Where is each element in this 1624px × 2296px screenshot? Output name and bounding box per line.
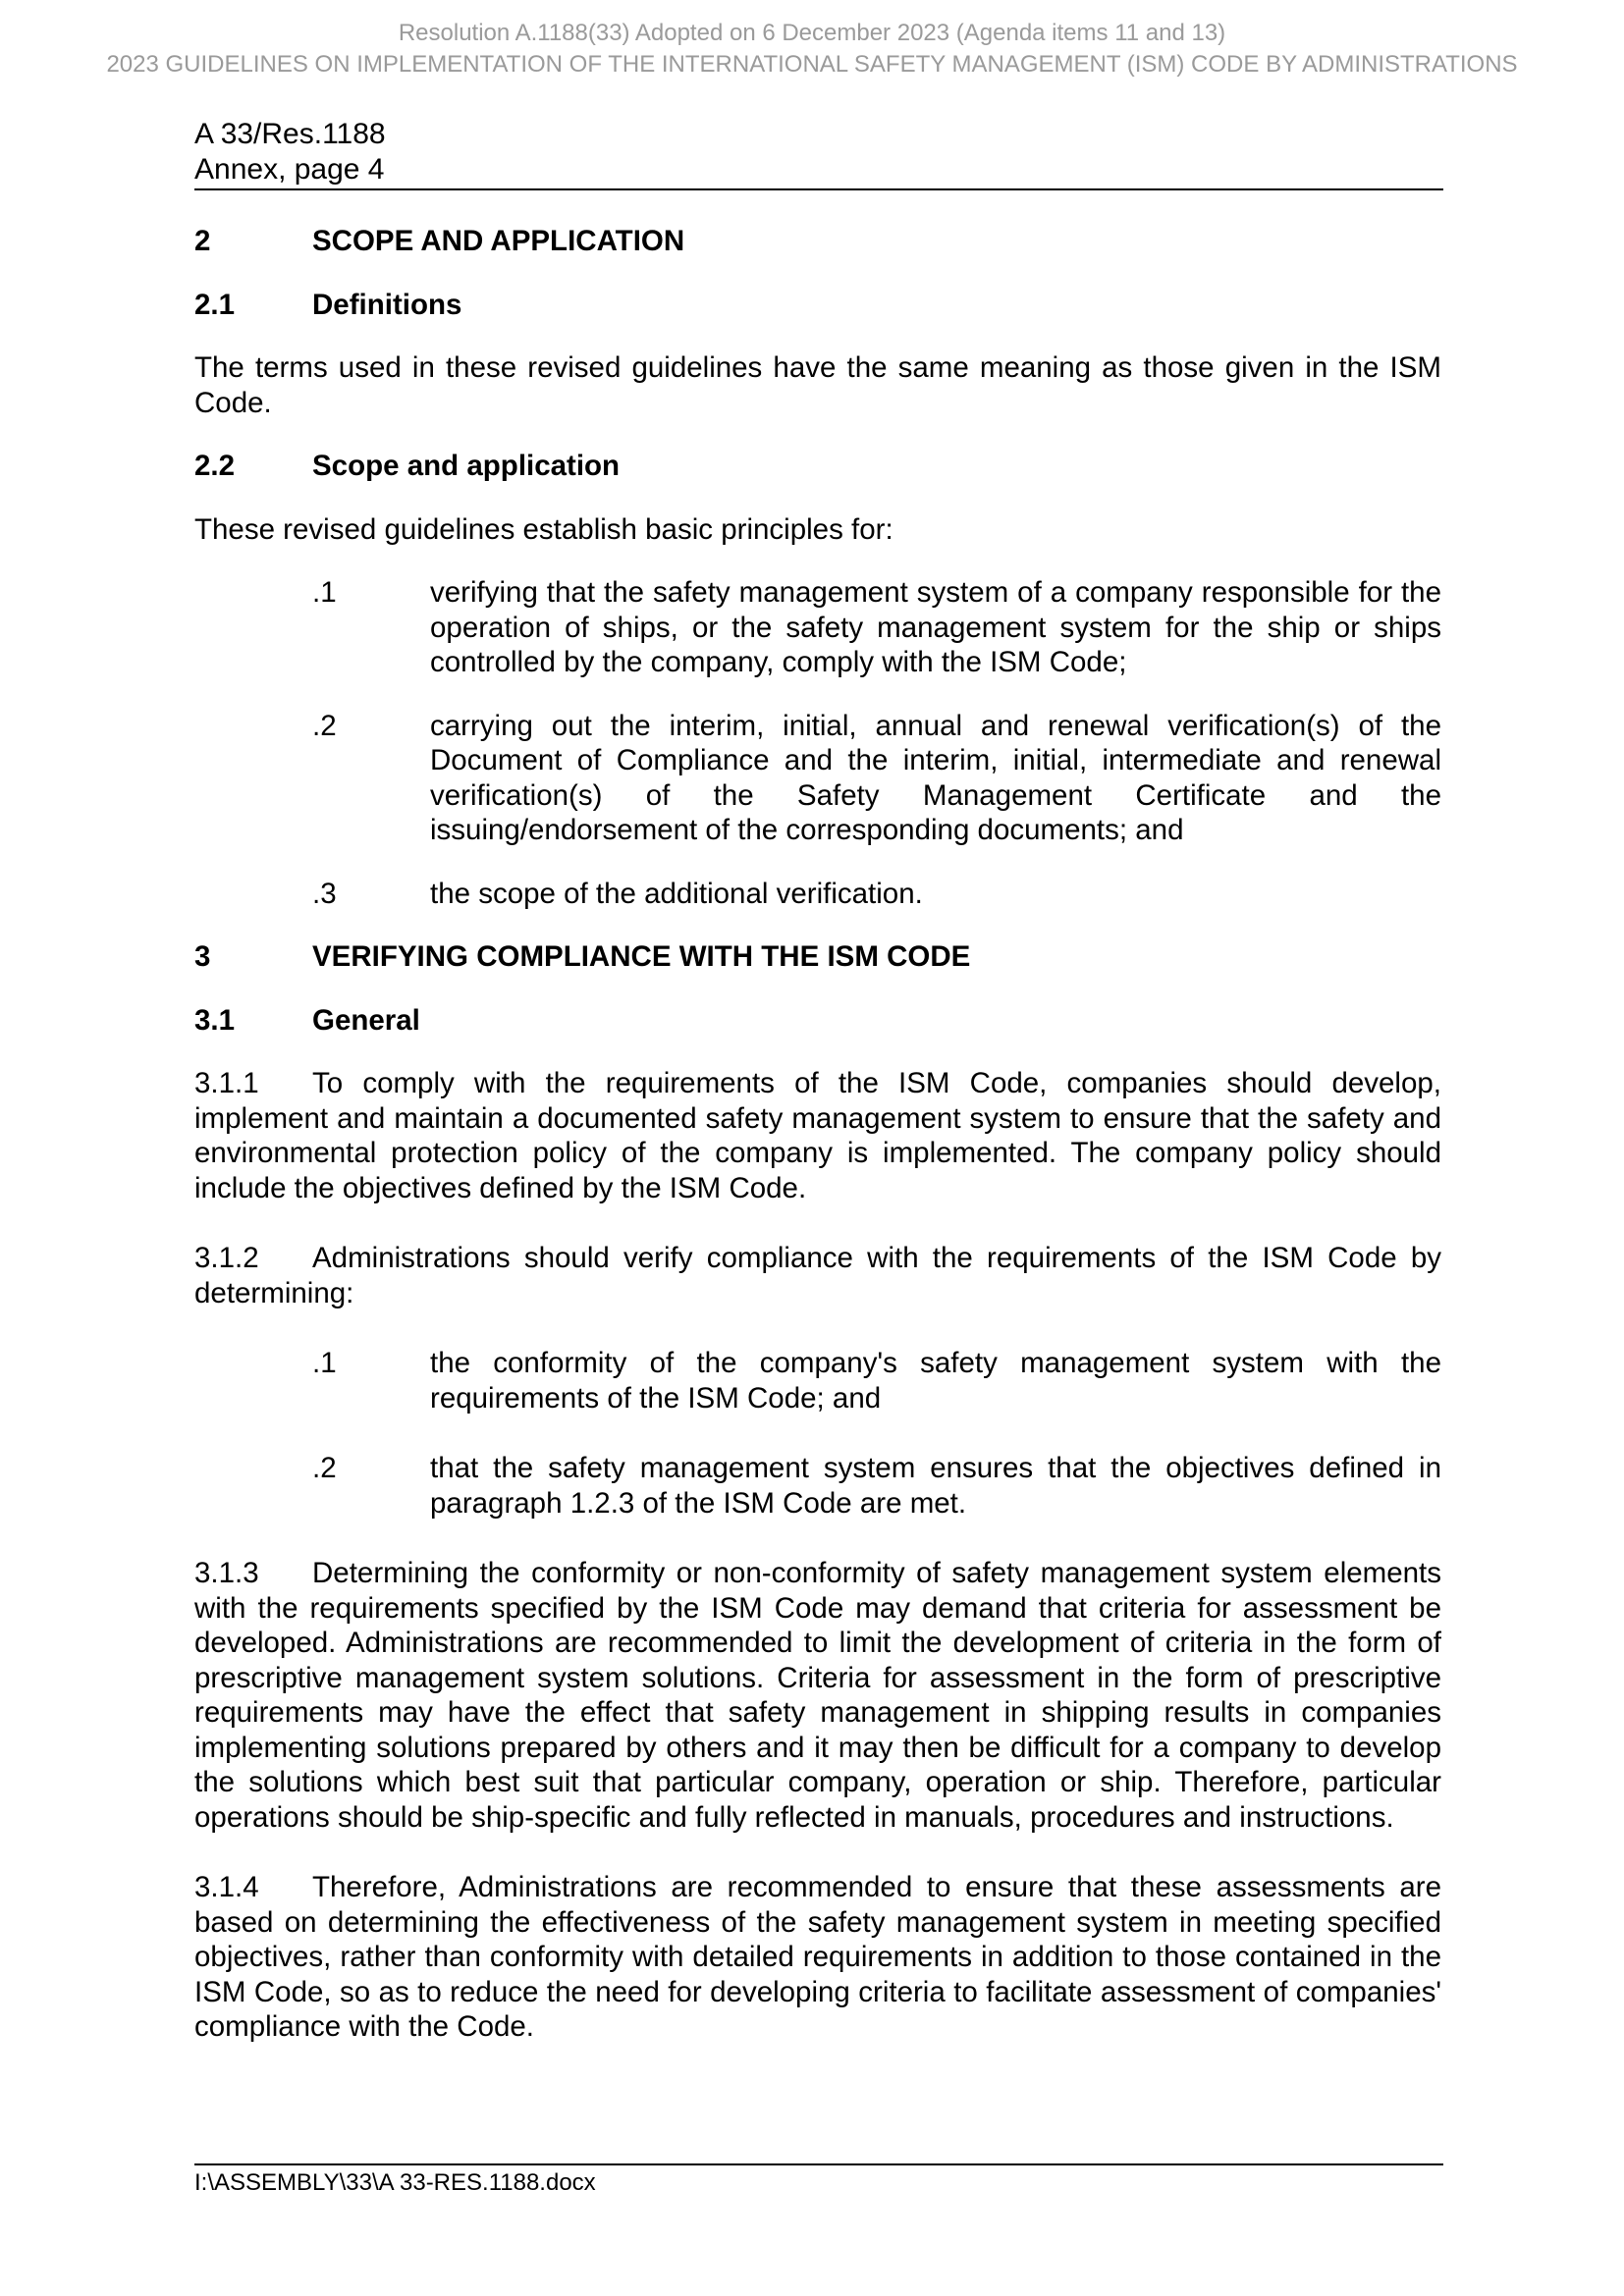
subsection-heading-2-2 bbox=[194, 449, 1441, 484]
list-item-number: .2 bbox=[312, 1452, 337, 1484]
subsection-number: 2.1 bbox=[194, 288, 236, 321]
list-item-text: the conformity of the company's safety management system with the requirements of the ISM Code; and bbox=[430, 1347, 1441, 1415]
list-item-text: verifying that the safety management system of a company responsible for the operation of ships, or the safety management system for the ship or ships controlled by the company, comply with the ISM Code; bbox=[430, 576, 1441, 678]
section-title: SCOPE AND APPLICATION bbox=[312, 225, 685, 257]
subsection-number: 2.2 bbox=[194, 450, 236, 482]
subsection-title: Scope and application bbox=[312, 450, 621, 482]
section-heading-3 bbox=[194, 939, 1441, 975]
list-item bbox=[194, 1451, 1441, 1521]
list-item bbox=[194, 575, 1441, 680]
section-number: 3 bbox=[194, 940, 211, 973]
paragraph-number: 3.1.4 bbox=[194, 1871, 259, 1903]
list-item bbox=[194, 877, 1441, 912]
paragraph-text: To comply with the requirements of the ISM Code, companies should develop, implement and maintain a documented safety management system to ensure that the safety and environmental protection policy of the company is implemented. The company policy should include the objectives defined by the ISM Code. bbox=[194, 1067, 1441, 1204]
subsection-title: General bbox=[312, 1003, 420, 1037]
document-body bbox=[194, 224, 1441, 2045]
section-heading-2 bbox=[194, 224, 1441, 259]
paragraph-scope-intro: These revised guidelines establish basic principles for: bbox=[194, 512, 893, 546]
list-item-text: the scope of the additional verification. bbox=[430, 877, 923, 910]
paragraph-3-1-2 bbox=[194, 1241, 1441, 1310]
banner-resolution-line: Resolution A.1188(33) Adopted on 6 December 2023 (Agenda items 11 and 13) bbox=[398, 20, 1226, 46]
paragraph-text: Determining the conformity or non-conformity of safety management system elements with the requirements specified by the ISM Code may demand that criteria for assessment be developed. Administrations are recommended to limit the development of criteria in the form of prescriptive management system solutions. Criteria for assessment in the form of prescriptive requirements may have the effect that safety management in shipping results in companies implementing solutions prepared by others and it may then be difficult for a company to develop the solutions which best suit that particular company, operation or ship. Therefore, particular operations should be ship-specific and fully reflected in manuals, procedures and instructions. bbox=[194, 1557, 1441, 1834]
subsection-number: 3.1 bbox=[194, 1003, 236, 1037]
list-item-text: that the safety management system ensures that the objectives defined in paragraph 1.2.3 of the ISM Code are met. bbox=[430, 1452, 1441, 1520]
paragraph-3-1-1 bbox=[194, 1066, 1441, 1205]
subsection-heading-2-1 bbox=[194, 288, 1441, 323]
banner-title-line: 2023 GUIDELINES ON IMPLEMENTATION OF THE INTERNATIONAL SAFETY MANAGEMENT (ISM) CODE BY ADMINISTRATIONS bbox=[106, 51, 1518, 78]
list-item-number: .2 bbox=[312, 709, 337, 742]
list-item-number: .1 bbox=[312, 576, 337, 609]
list-item bbox=[194, 1346, 1441, 1415]
document-reference: A 33/Res.1188 bbox=[194, 118, 386, 150]
list-item-text: carrying out the interim, initial, annual and renewal verification(s) of the Document of Compliance and the interim, initial, intermediate and renewal verification(s) of the Safety Management Certificate and the issuing/endorsement of the corresponding documents; and bbox=[430, 709, 1441, 846]
list-item-number: .3 bbox=[312, 877, 337, 910]
section-number: 2 bbox=[194, 225, 211, 257]
paragraph-definitions: The terms used in these revised guidelines have the same meaning as those given in the ISM Code. bbox=[194, 351, 1441, 419]
paragraph-number: 3.1.3 bbox=[194, 1557, 259, 1589]
page-header bbox=[194, 117, 1443, 190]
paragraph-3-1-3 bbox=[194, 1556, 1441, 1835]
section-title: VERIFYING COMPLIANCE WITH THE ISM CODE bbox=[312, 940, 971, 973]
paragraph-number: 3.1.1 bbox=[194, 1067, 259, 1099]
list-item-number: .1 bbox=[312, 1347, 337, 1379]
page-footer bbox=[194, 2163, 1443, 2197]
page-reference: Annex, page 4 bbox=[194, 153, 385, 186]
file-path: I:\ASSEMBLY\33\A 33-RES.1188.docx bbox=[194, 2169, 596, 2196]
paragraph-text: Administrations should verify compliance with the requirements of the ISM Code by determining: bbox=[194, 1242, 1441, 1309]
paragraph-number: 3.1.2 bbox=[194, 1242, 259, 1274]
list-item bbox=[194, 709, 1441, 848]
subsection-title: Definitions bbox=[312, 288, 462, 321]
paragraph-3-1-4 bbox=[194, 1870, 1441, 2045]
subsection-heading-3-1 bbox=[194, 1003, 1441, 1039]
paragraph-text: Therefore, Administrations are recommended to ensure that these assessments are based on determining the effectiveness of the safety management system in meeting specified objectives, rather than conformity with detailed requirements in addition to those contained in the ISM Code, so as to reduce the need for developing criteria to facilitate assessment of companies' compliance with the Code. bbox=[194, 1871, 1441, 2043]
